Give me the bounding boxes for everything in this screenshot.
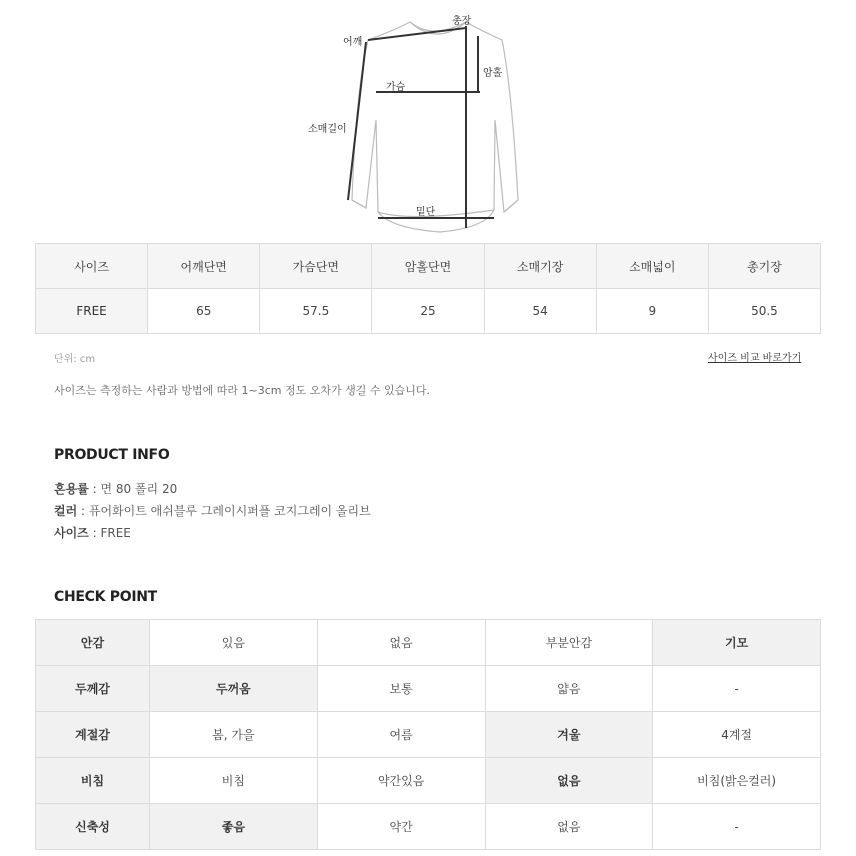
size-name-cell: FREE [36, 289, 148, 334]
size-header-cell: 소매넓이 [596, 244, 708, 289]
check-point-table [35, 619, 821, 850]
check-row [36, 758, 821, 804]
check-option-cell: 부분안감 [485, 620, 653, 666]
label-hem: 밑단 [416, 207, 436, 218]
size-header-cell: 총기장 [708, 244, 820, 289]
check-option-cell: 비침 [150, 758, 318, 804]
info-value: : FREE [88, 526, 131, 540]
check-row-label: 안감 [36, 620, 150, 666]
check-row [36, 712, 821, 758]
check-row-label: 비침 [36, 758, 150, 804]
size-table-header [36, 244, 821, 289]
check-option-cell: - [653, 804, 821, 850]
check-row-label: 두께감 [36, 666, 150, 712]
check-option-cell: 있음 [150, 620, 318, 666]
check-option-cell: 겨울 [485, 712, 653, 758]
check-row-label: 계절감 [36, 712, 150, 758]
check-option-cell: 없음 [485, 804, 653, 850]
size-table-row [36, 289, 821, 334]
size-header-cell: 가슴단면 [260, 244, 372, 289]
label-sleeve-length: 소매길이 [308, 124, 347, 135]
info-value: : 퓨어화이트 애쉬블루 그레이시퍼플 코지그레이 올리브 [77, 504, 371, 518]
label-total-length: 총장 [452, 16, 472, 27]
size-header-cell: 소매기장 [484, 244, 596, 289]
check-option-cell: 얇음 [485, 666, 653, 712]
check-option-cell: 약간 [317, 804, 485, 850]
check-option-cell: 4계절 [653, 712, 821, 758]
check-option-cell: 비침(밝은컬러) [653, 758, 821, 804]
size-value-cell: 54 [484, 289, 596, 334]
label-chest: 가슴 [386, 82, 406, 93]
info-value: : 면 80 폴리 20 [88, 482, 178, 496]
size-value-cell: 65 [148, 289, 260, 334]
check-option-cell: 여름 [317, 712, 485, 758]
check-option-cell: 없음 [317, 620, 485, 666]
check-point-title: CHECK POINT [54, 589, 157, 605]
info-line-size [54, 524, 131, 541]
check-option-cell: 봄, 가을 [150, 712, 318, 758]
size-diagram [290, 0, 550, 240]
size-header-cell: 사이즈 [36, 244, 148, 289]
info-line-material [54, 480, 177, 497]
info-key: 사이즈 [54, 526, 89, 540]
check-row [36, 804, 821, 850]
size-value-cell: 57.5 [260, 289, 372, 334]
info-key: 혼용률 [54, 482, 89, 496]
size-value-cell: 9 [596, 289, 708, 334]
check-option-cell: 두꺼움 [150, 666, 318, 712]
check-option-cell: - [653, 666, 821, 712]
size-table [35, 243, 821, 334]
measurement-notice: 사이즈는 측정하는 사람과 방법에 따라 1~3cm 정도 오차가 생길 수 있습니다. [54, 384, 430, 397]
check-row [36, 620, 821, 666]
info-line-color [54, 502, 371, 519]
check-row [36, 666, 821, 712]
check-option-cell: 좋음 [150, 804, 318, 850]
label-shoulder: 어깨 [343, 37, 363, 48]
info-key: 컬러 [54, 504, 78, 518]
label-armhole: 암홀 [483, 68, 503, 79]
unit-note: 단위: cm [54, 354, 96, 365]
size-value-cell: 50.5 [708, 289, 820, 334]
size-header-cell: 어깨단면 [148, 244, 260, 289]
check-option-cell: 보통 [317, 666, 485, 712]
check-option-cell: 기모 [653, 620, 821, 666]
check-row-label: 신축성 [36, 804, 150, 850]
size-header-cell: 암홀단면 [372, 244, 484, 289]
product-info-title: PRODUCT INFO [54, 447, 170, 463]
size-compare-link[interactable]: 사이즈 비교 바로가기 [708, 353, 802, 364]
size-value-cell: 25 [372, 289, 484, 334]
check-option-cell: 없음 [485, 758, 653, 804]
check-option-cell: 약간있음 [317, 758, 485, 804]
